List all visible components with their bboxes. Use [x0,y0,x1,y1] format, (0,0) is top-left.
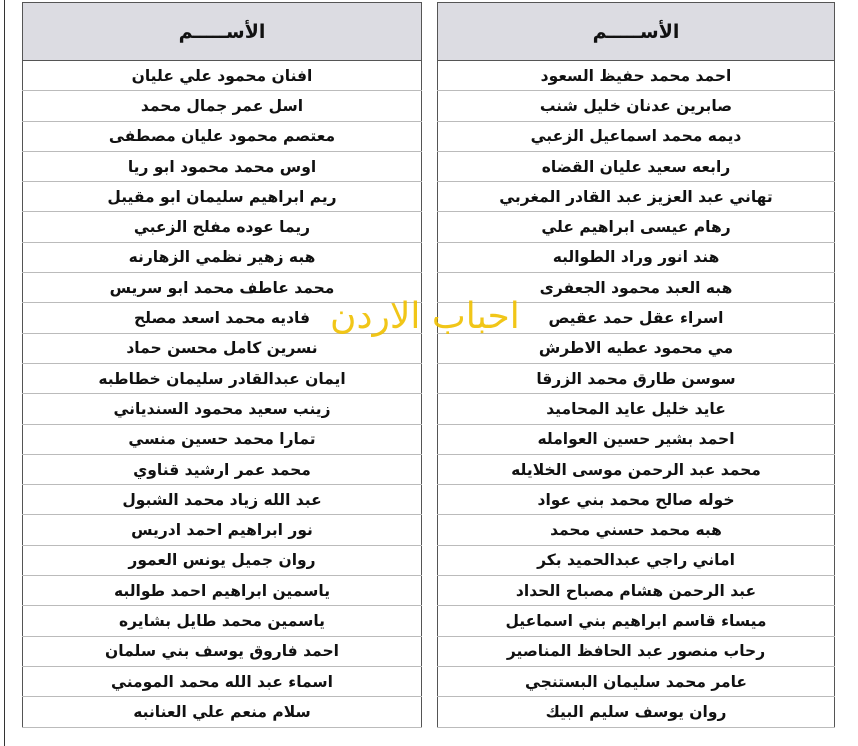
column-header-name: الأســـــم [23,3,422,61]
table-row [438,242,835,272]
table-row [23,424,422,454]
name-cell: روان يوسف سليم البيك [438,697,835,727]
table-row [438,182,835,212]
table-row [438,61,835,91]
name-cell: نور ابراهيم احمد ادريس [23,515,422,545]
name-cell: روان جميل يونس العمور [23,545,422,575]
name-cell: ياسمين ابراهيم احمد طوالبه [23,576,422,606]
table-row [438,424,835,454]
name-cell: صابرين عدنان خليل شنب [438,91,835,121]
name-cell: ريم ابراهيم سليمان ابو مقيبل [23,182,422,212]
name-cell: سوسن طارق محمد الزرقا [438,363,835,393]
name-cell: خوله صالح محمد بني عواد [438,485,835,515]
name-cell: اماني راجي عبدالحميد بكر [438,545,835,575]
name-cell: تمارا محمد حسين منسي [23,424,422,454]
name-cell: فاديه محمد اسعد مصلح [23,303,422,333]
table-row [438,151,835,181]
table-row [23,61,422,91]
name-cell: هبه زهير نظمي الزهارنه [23,242,422,272]
table-row [438,636,835,666]
table-row [438,454,835,484]
table-row [438,485,835,515]
name-cell: ديمه محمد اسماعيل الزعبي [438,121,835,151]
table-row [23,515,422,545]
table-row [23,121,422,151]
names-table-left [22,2,422,728]
table-row [23,666,422,696]
name-cell: ياسمين محمد طايل بشايره [23,606,422,636]
name-cell: احمد فاروق يوسف بني سلمان [23,636,422,666]
watermark-text: احباب الاردن [330,296,520,337]
name-cell: هند انور وراد الطوالبه [438,242,835,272]
table-row [438,576,835,606]
table-row [23,182,422,212]
column-header-name: الأســـــم [438,3,835,61]
table-row [23,576,422,606]
table-row [438,212,835,242]
table-row [23,394,422,424]
name-cell: مي محمود عطيه الاطرش [438,333,835,363]
page-edge-line [4,0,5,746]
table-row [438,333,835,363]
table-row [438,515,835,545]
table-row [23,212,422,242]
name-cell: اوس محمد محمود ابو ريا [23,151,422,181]
name-cell: رابعه سعيد عليان القضاه [438,151,835,181]
table-row [23,697,422,727]
table-row [23,242,422,272]
name-cell: سلام منعم علي العنانبه [23,697,422,727]
table-row [438,363,835,393]
name-cell: محمد عمر ارشيد قناوي [23,454,422,484]
name-cell: اسماء عبد الله محمد المومني [23,666,422,696]
name-cell: زينب سعيد محمود السندياني [23,394,422,424]
names-list-left [23,61,422,728]
name-cell: عبد الله زياد محمد الشبول [23,485,422,515]
name-cell: عامر محمد سليمان البستنجي [438,666,835,696]
names-list-right [438,61,835,728]
table-row [23,363,422,393]
name-cell: تهاني عبد العزيز عبد القادر المغربي [438,182,835,212]
name-cell: معتصم محمود عليان مصطفى [23,121,422,151]
name-cell: افنان محمود علي عليان [23,61,422,91]
name-cell: محمد عاطف محمد ابو سريس [23,273,422,303]
table-row [23,151,422,181]
table-row [438,394,835,424]
table-row [23,606,422,636]
table-row [23,333,422,363]
table-row [23,485,422,515]
name-cell: اسل عمر جمال محمد [23,91,422,121]
name-cell: اسراء عقل حمد عقيص [438,303,835,333]
name-cell: احمد محمد حفيظ السعود [438,61,835,91]
name-cell: رحاب منصور عبد الحافظ المناصير [438,636,835,666]
name-cell: محمد عبد الرحمن موسى الخلايله [438,454,835,484]
table-row [23,454,422,484]
names-table-right [437,2,835,728]
name-cell: رهام عيسى ابراهيم علي [438,212,835,242]
table-row [23,545,422,575]
name-cell: عبد الرحمن هشام مصباح الحداد [438,576,835,606]
table-row [438,606,835,636]
table-row [438,666,835,696]
table-row [438,545,835,575]
table-row [23,91,422,121]
name-cell: ايمان عبدالقادر سليمان خطاطبه [23,363,422,393]
table-row [438,697,835,727]
table-row [23,636,422,666]
name-cell: ريما عوده مفلح الزعبي [23,212,422,242]
table-row [438,121,835,151]
name-cell: هبه العبد محمود الجعفرى [438,273,835,303]
name-cell: احمد بشير حسين العوامله [438,424,835,454]
table-row [438,91,835,121]
name-cell: نسرين كامل محسن حماد [23,333,422,363]
name-cell: هبه محمد حسني محمد [438,515,835,545]
name-cell: ميساء قاسم ابراهيم بني اسماعيل [438,606,835,636]
name-cell: عايد خليل عايد المحاميد [438,394,835,424]
